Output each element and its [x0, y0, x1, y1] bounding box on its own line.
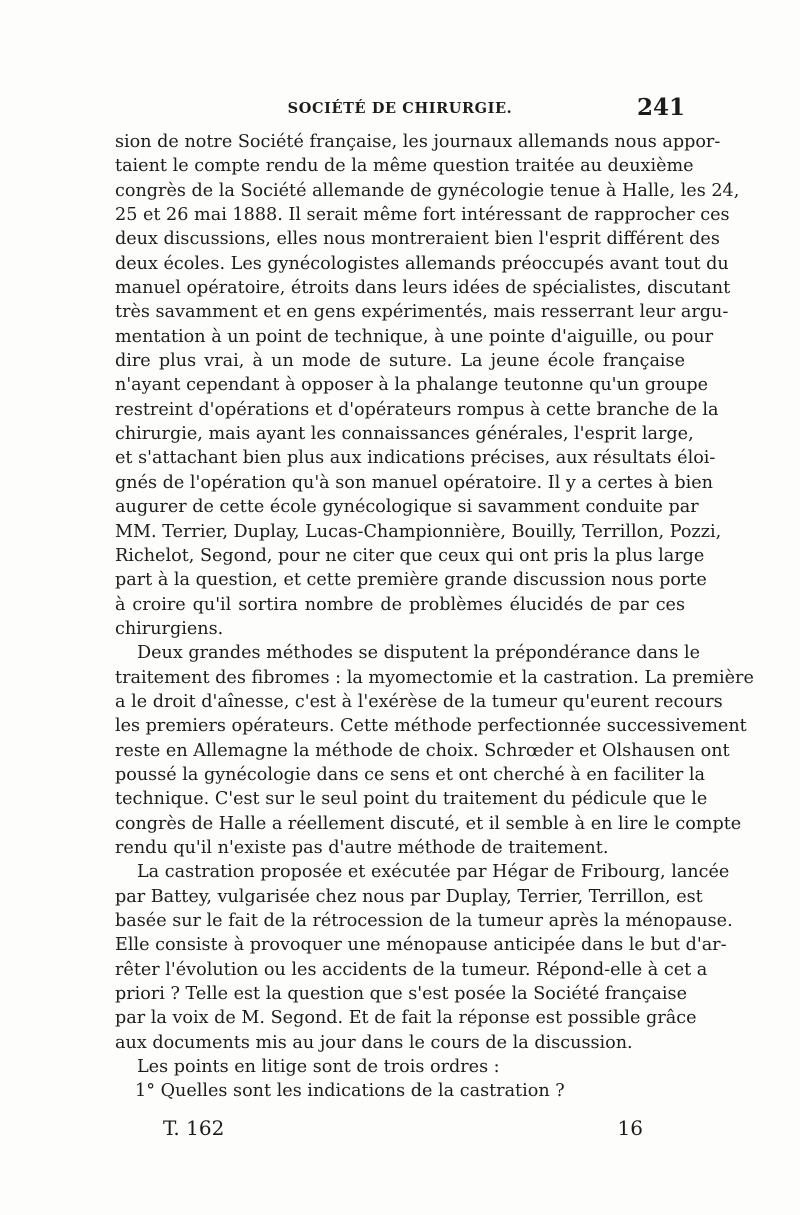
- text-line: 25 et 26 mai 1888. Il serait même fort intéressant de rapprocher ces: [115, 205, 730, 226]
- page-footer: [163, 1116, 643, 1146]
- body-text: [115, 130, 754, 1104]
- page-number: 241: [636, 94, 685, 121]
- text-line: 1° Quelles sont les indications de la castration ?: [135, 1081, 565, 1102]
- text-line: chirurgiens.: [115, 618, 224, 639]
- sheet-number: 16: [617, 1116, 643, 1140]
- text-line: dire plus vrai, à un mode de suture. La jeune école française: [115, 351, 685, 372]
- text-line: poussé la gynécologie dans ce sens et ont cherché à en faciliter la: [115, 764, 706, 785]
- text-line: chirurgie, mais ayant les connaissances générales, l'esprit large,: [115, 424, 694, 445]
- text-line: manuel opératoire, étroits dans leurs idées de spécialistes, discutant: [115, 278, 731, 299]
- text-line: a le droit d'aînesse, c'est à l'exérèse de la tumeur qu'eurent recours: [115, 691, 723, 712]
- text-line: très savamment et en gens expérimentés, mais resserrant leur argu-: [115, 302, 729, 323]
- text-line: Elle consiste à provoquer une ménopause anticipée dans le but d'ar-: [115, 935, 727, 956]
- text-line: Les points en litige sont de trois ordres :: [137, 1057, 500, 1078]
- text-line: mentation à un point de technique, à une pointe d'aiguille, ou pour: [115, 326, 714, 347]
- running-head: [115, 96, 685, 126]
- text-line: Deux grandes méthodes se disputent la prépondérance dans le: [137, 643, 701, 664]
- text-line: et s'attachant bien plus aux indications précises, aux résultats éloi-: [115, 448, 716, 469]
- text-line: part à la question, et cette première grande discussion nous porte: [115, 570, 707, 591]
- text-line: priori ? Telle est la question que s'est posée la Société française: [115, 984, 687, 1005]
- text-line: taient le compte rendu de la même question traitée au deuxième: [115, 156, 694, 177]
- text-line: MM. Terrier, Duplay, Lucas-Championnière, Bouilly, Terrillon, Pozzi,: [115, 521, 722, 542]
- running-title: SOCIÉTÉ DE CHIRURGIE.: [287, 100, 513, 117]
- text-line: traitement des fibromes : la myomectomie et la castration. La première: [115, 667, 754, 688]
- signature-mark: T. 162: [163, 1116, 225, 1140]
- text-line: deux discussions, elles nous montreraient bien l'esprit différent des: [115, 229, 720, 250]
- text-line: les premiers opérateurs. Cette méthode perfectionnée successivement: [115, 716, 747, 737]
- text-line: par Battey, vulgarisée chez nous par Duplay, Terrier, Terrillon, est: [115, 886, 703, 907]
- text-line: sion de notre Société française, les journaux allemands nous appor-: [115, 132, 721, 152]
- text-line: aux documents mis au jour dans le cours de la discussion.: [115, 1032, 633, 1053]
- text-line: Richelot, Segond, pour ne citer que ceux qui ont pris la plus large: [115, 545, 705, 566]
- text-line: à croire qu'il sortira nombre de problèmes élucidés de par ces: [115, 594, 685, 615]
- text-line: congrès de Halle a réellement discuté, et il semble à en lire le compte: [115, 813, 742, 834]
- text-line: augurer de cette école gynécologique si savamment conduite par: [115, 497, 699, 518]
- text-line: rêter l'évolution ou les accidents de la tumeur. Répond-elle à cet a: [115, 959, 708, 980]
- text-line: La castration proposée et exécutée par Hégar de Fribourg, lancée: [137, 862, 730, 883]
- text-line: restreint d'opérations et d'opérateurs rompus à cette branche de la: [115, 399, 719, 420]
- text-line: reste en Allemagne la méthode de choix. Schrœder et Olshausen ont: [115, 740, 730, 761]
- text-line: congrès de la Société allemande de gynécologie tenue à Halle, les 24,: [115, 180, 740, 201]
- text-line: par la voix de M. Segond. Et de fait la réponse est possible grâce: [115, 1008, 697, 1029]
- text-line: n'ayant cependant à opposer à la phalange teutonne qu'un groupe: [115, 375, 709, 396]
- text-line: rendu qu'il n'existe pas d'autre méthode de traitement.: [115, 837, 609, 858]
- text-line: deux écoles. Les gynécologistes allemands préoccupés avant tout du: [115, 253, 729, 274]
- text-line: technique. C'est sur le seul point du traitement du pédicule que le: [115, 789, 708, 810]
- text-line: gnés de l'opération qu'à son manuel opératoire. Il y a certes à bien: [115, 472, 713, 493]
- text-line: basée sur le fait de la rétrocession de la tumeur après la ménopause.: [115, 911, 733, 931]
